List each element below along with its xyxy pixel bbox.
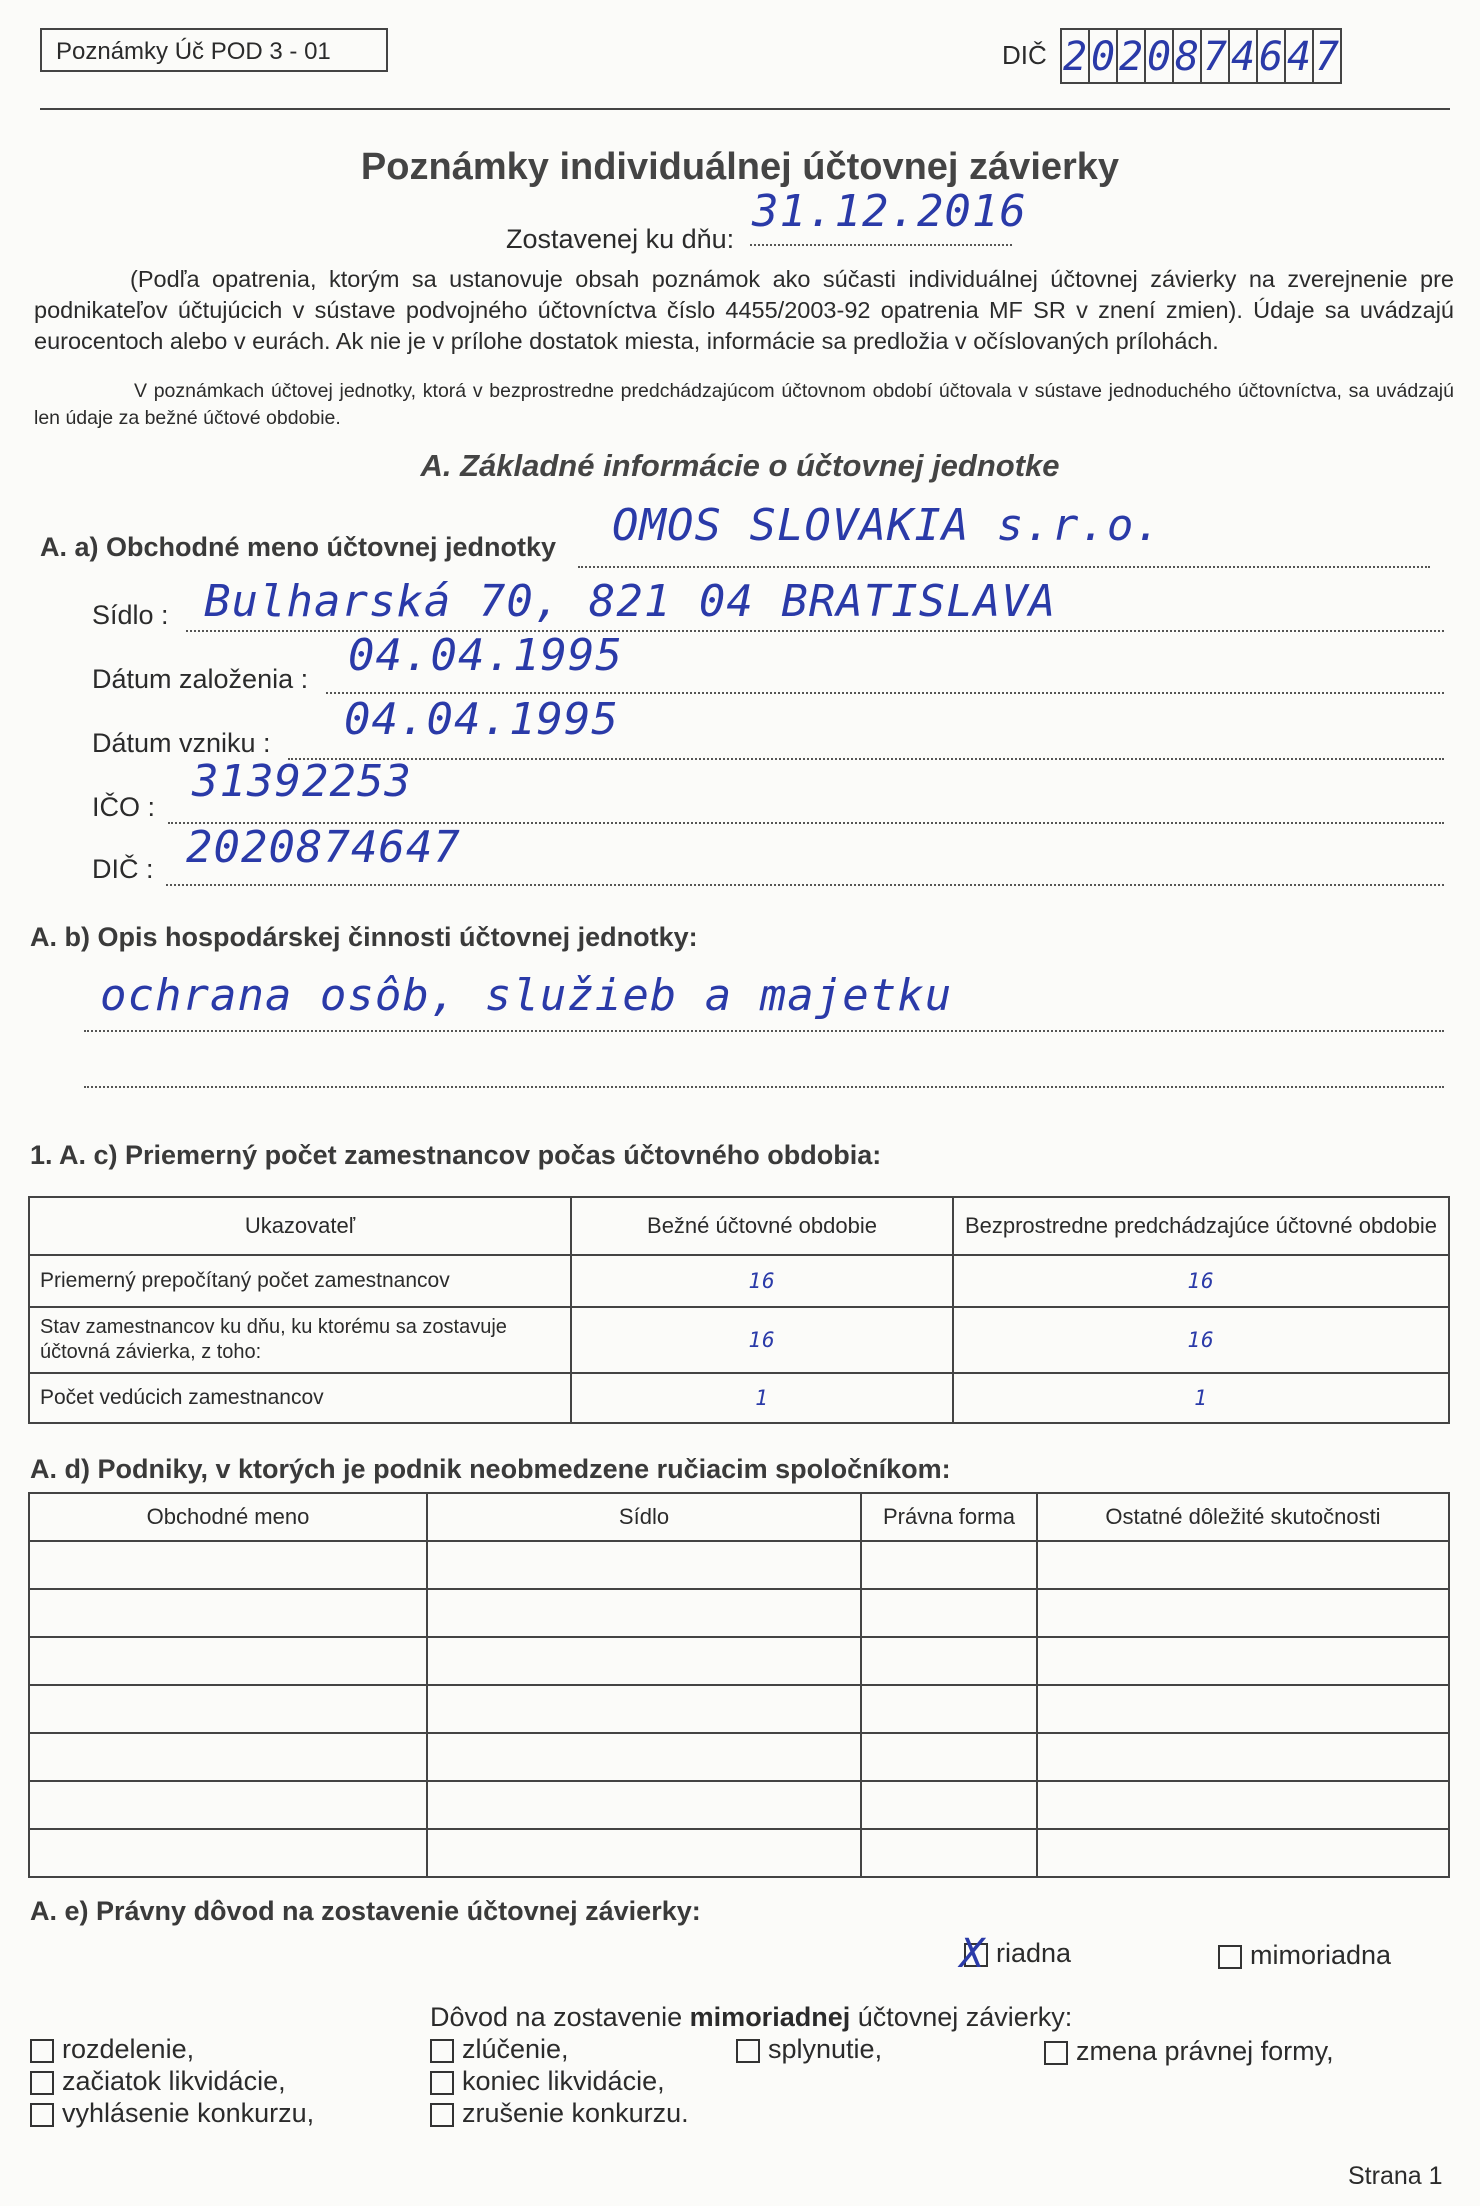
option-label: zrušenie konkurzu.	[462, 2098, 689, 2128]
table-cell[interactable]	[427, 1637, 861, 1685]
option-label: koniec likvidácie,	[462, 2066, 665, 2096]
table-cell[interactable]	[29, 1733, 427, 1781]
extraordinary-checkbox[interactable]	[1218, 1945, 1242, 1969]
dic-digit: 4	[1228, 28, 1258, 84]
option-label: rozdelenie,	[62, 2034, 195, 2064]
dic-header-label: DIČ	[1002, 40, 1047, 70]
previous-period-value[interactable]: 1	[953, 1373, 1449, 1423]
current-period-value[interactable]: 1	[571, 1373, 953, 1423]
table-row	[29, 1685, 1449, 1733]
table-cell[interactable]	[1037, 1589, 1449, 1637]
seat-label: Sídlo :	[92, 600, 169, 630]
column-header: Právna forma	[861, 1493, 1037, 1541]
previous-period-value[interactable]: 16	[953, 1307, 1449, 1373]
section-a-title: A. Základné informácie o účtovnej jednotke	[420, 448, 1060, 483]
compiled-label: Zostavenej ku dňu:	[506, 224, 735, 254]
row-label: Stav zamestnancov ku dňu, ku ktorému sa zostavuje účtovná závierka, z toho:	[29, 1307, 571, 1373]
table-row	[29, 1589, 1449, 1637]
table-row	[29, 1637, 1449, 1685]
table-cell[interactable]	[1037, 1733, 1449, 1781]
intro-paragraph: (Podľa opatrenia, ktorým sa ustanovuje obsah poznámok ako súčasti individuálnej účtovnej závierky na zverejnenie pre podnikateľov účtujúcich v sústave podvojného účtovníctva číslo 4455/2003-92 opatrenia MF SR v znení zmien). Údaje sa uvádzajú eurocentoch alebo v eurách. Ak nie je v prílohe dostatok miesta, informácie sa predložia v očíslovaných prílohách.	[34, 266, 1454, 354]
dic-digit: 0	[1088, 28, 1118, 84]
table-row	[29, 1541, 1449, 1589]
extraordinary-label: mimoriadna	[1250, 1940, 1392, 1970]
option-zaciatok-likvidacie[interactable]	[30, 2066, 286, 2097]
column-header: Sídlo	[427, 1493, 861, 1541]
table-cell[interactable]	[1037, 1781, 1449, 1829]
column-header: Ukazovateľ	[29, 1197, 571, 1255]
legal-reason-label: A. e) Právny dôvod na zostavenie účtovnej závierky:	[30, 1896, 701, 1926]
current-period-value[interactable]: 16	[571, 1255, 953, 1307]
name-line	[578, 566, 1430, 568]
dic-digit: 8	[1172, 28, 1202, 84]
created-label: Dátum vzniku :	[92, 728, 271, 758]
dic-label: DIČ :	[92, 854, 154, 884]
dic-digit: 7	[1200, 28, 1230, 84]
option-splynutie[interactable]	[736, 2034, 882, 2065]
table-cell[interactable]	[1037, 1637, 1449, 1685]
reason-prefix: Dôvod na zostavenie	[430, 2002, 690, 2032]
page-title: Poznámky individuálnej účtovnej závierky	[360, 146, 1120, 188]
header-divider	[40, 108, 1450, 110]
checkbox[interactable]	[30, 2103, 54, 2127]
row-label: Počet vedúcich zamestnancov	[29, 1373, 571, 1423]
table-cell[interactable]	[1037, 1685, 1449, 1733]
partners-header-row	[29, 1493, 1449, 1541]
table-row	[29, 1307, 1449, 1373]
activity-value[interactable]: ochrana osôb, služieb a majetku	[100, 970, 953, 1021]
table-cell[interactable]	[29, 1685, 427, 1733]
option-zmena-pravnej-formy[interactable]	[1044, 2036, 1334, 2067]
option-vyhlasenie-konkurzu[interactable]	[30, 2098, 314, 2129]
table-cell[interactable]	[1037, 1541, 1449, 1589]
table-cell[interactable]	[861, 1781, 1037, 1829]
table-cell[interactable]	[861, 1733, 1037, 1781]
name-label: A. a) Obchodné meno účtovnej jednotky	[40, 532, 557, 562]
seat-value[interactable]: Bulharská 70, 821 04 BRATISLAVA	[204, 576, 1057, 627]
dic-digit: 7	[1312, 28, 1342, 84]
column-header: Obchodné meno	[29, 1493, 427, 1541]
ordinary-checkbox[interactable]	[960, 1930, 988, 1977]
founded-label: Dátum založenia :	[92, 664, 309, 694]
row-label: Priemerný prepočítaný počet zamestnancov	[29, 1255, 571, 1307]
table-cell[interactable]	[861, 1589, 1037, 1637]
table-row	[29, 1781, 1449, 1829]
table-row	[29, 1373, 1449, 1423]
compiled-date-value[interactable]: 31.12.2016	[752, 186, 1027, 237]
table-row	[29, 1733, 1449, 1781]
name-value[interactable]: OMOS SLOVAKIA s.r.o.	[612, 500, 1162, 551]
compiled-date-line	[750, 244, 1012, 246]
ordinary-option[interactable]	[960, 1930, 1072, 1977]
option-zrusenie-konkurzu[interactable]	[430, 2098, 689, 2129]
activity-label: A. b) Opis hospodárskej činnosti účtovnej jednotky:	[30, 922, 698, 952]
table-cell[interactable]	[861, 1637, 1037, 1685]
dic-digit: 2	[1060, 28, 1090, 84]
page-number: Strana 1	[1348, 2162, 1443, 2190]
table-cell[interactable]	[427, 1829, 861, 1877]
checkbox[interactable]	[736, 2039, 760, 2063]
column-header: Ostatné dôležité skutočnosti	[1037, 1493, 1449, 1541]
employees-table	[28, 1196, 1450, 1424]
ico-label: IČO :	[92, 792, 156, 822]
table-cell[interactable]	[29, 1541, 427, 1589]
table-row	[29, 1255, 1449, 1307]
table-cell[interactable]	[861, 1829, 1037, 1877]
dic-digit-boxes	[1062, 28, 1342, 84]
checkbox[interactable]	[1044, 2041, 1068, 2065]
table-cell[interactable]	[29, 1829, 427, 1877]
option-zlucenie[interactable]	[430, 2034, 569, 2065]
reason-bold: mimoriadnej	[689, 2002, 851, 2032]
option-label: zmena právnej formy,	[1076, 2036, 1334, 2066]
extraordinary-option[interactable]	[1218, 1940, 1391, 1971]
ordinary-label: riadna	[996, 1938, 1072, 1968]
checkbox[interactable]	[30, 2039, 54, 2063]
column-header: Bežné účtovné obdobie	[571, 1197, 953, 1255]
table-cell[interactable]	[427, 1589, 861, 1637]
dic-value[interactable]: 2020874647	[186, 822, 461, 873]
dic-digit: 6	[1256, 28, 1286, 84]
created-line	[288, 758, 1444, 760]
employees-header-row	[29, 1197, 1449, 1255]
created-value[interactable]: 04.04.1995	[344, 694, 619, 745]
table-cell[interactable]	[861, 1541, 1037, 1589]
note-paragraph: V poznámkach účtovej jednotky, ktorá v bezprostredne predchádzajúcom účtovnom období účtovala v sústave jednoduchého účtovníctva, sa uvádzajú len údaje za bežné účtové obdobie.	[34, 380, 1454, 429]
option-koniec-likvidacie[interactable]	[430, 2066, 665, 2097]
table-row	[29, 1829, 1449, 1877]
previous-period-value[interactable]: 16	[953, 1255, 1449, 1307]
dic-line	[166, 884, 1444, 886]
option-rozdelenie[interactable]	[30, 2034, 194, 2065]
check-mark-icon: X	[960, 1930, 985, 1977]
reason-suffix: účtovnej závierky:	[850, 2002, 1073, 2032]
option-label: zlúčenie,	[462, 2034, 569, 2064]
ico-value[interactable]: 31392253	[192, 756, 412, 807]
extraordinary-reason-label	[430, 2002, 1072, 2033]
form-id: Poznámky Úč POD 3 - 01	[40, 28, 388, 72]
checkbox[interactable]	[30, 2071, 54, 2095]
table-cell[interactable]	[427, 1733, 861, 1781]
column-header: Bezprostredne predchádzajúce účtovné obdobie	[953, 1197, 1449, 1255]
table-cell[interactable]	[427, 1541, 861, 1589]
dic-digit: 0	[1144, 28, 1174, 84]
table-cell[interactable]	[427, 1781, 861, 1829]
table-cell[interactable]	[29, 1637, 427, 1685]
checkbox[interactable]	[430, 2103, 454, 2127]
partners-label: A. d) Podniky, v ktorých je podnik neobmedzene ručiacim spoločníkom:	[30, 1454, 951, 1484]
activity-line-1	[84, 1030, 1444, 1032]
table-cell[interactable]	[861, 1685, 1037, 1733]
table-cell[interactable]	[1037, 1829, 1449, 1877]
option-label: vyhlásenie konkurzu,	[62, 2098, 315, 2128]
dic-digit: 4	[1284, 28, 1314, 84]
table-cell[interactable]	[29, 1781, 427, 1829]
partners-table	[28, 1492, 1450, 1878]
table-cell[interactable]	[427, 1685, 861, 1733]
current-period-value[interactable]: 16	[571, 1307, 953, 1373]
table-cell[interactable]	[29, 1589, 427, 1637]
checkbox[interactable]	[430, 2039, 454, 2063]
dic-digit: 2	[1116, 28, 1146, 84]
checkbox[interactable]	[430, 2071, 454, 2095]
employees-label: 1. A. c) Priemerný počet zamestnancov počas účtovného obdobia:	[30, 1140, 882, 1170]
founded-value[interactable]: 04.04.1995	[348, 630, 623, 681]
option-label: splynutie,	[768, 2034, 883, 2064]
activity-line-2	[84, 1086, 1444, 1088]
option-label: začiatok likvidácie,	[62, 2066, 286, 2096]
